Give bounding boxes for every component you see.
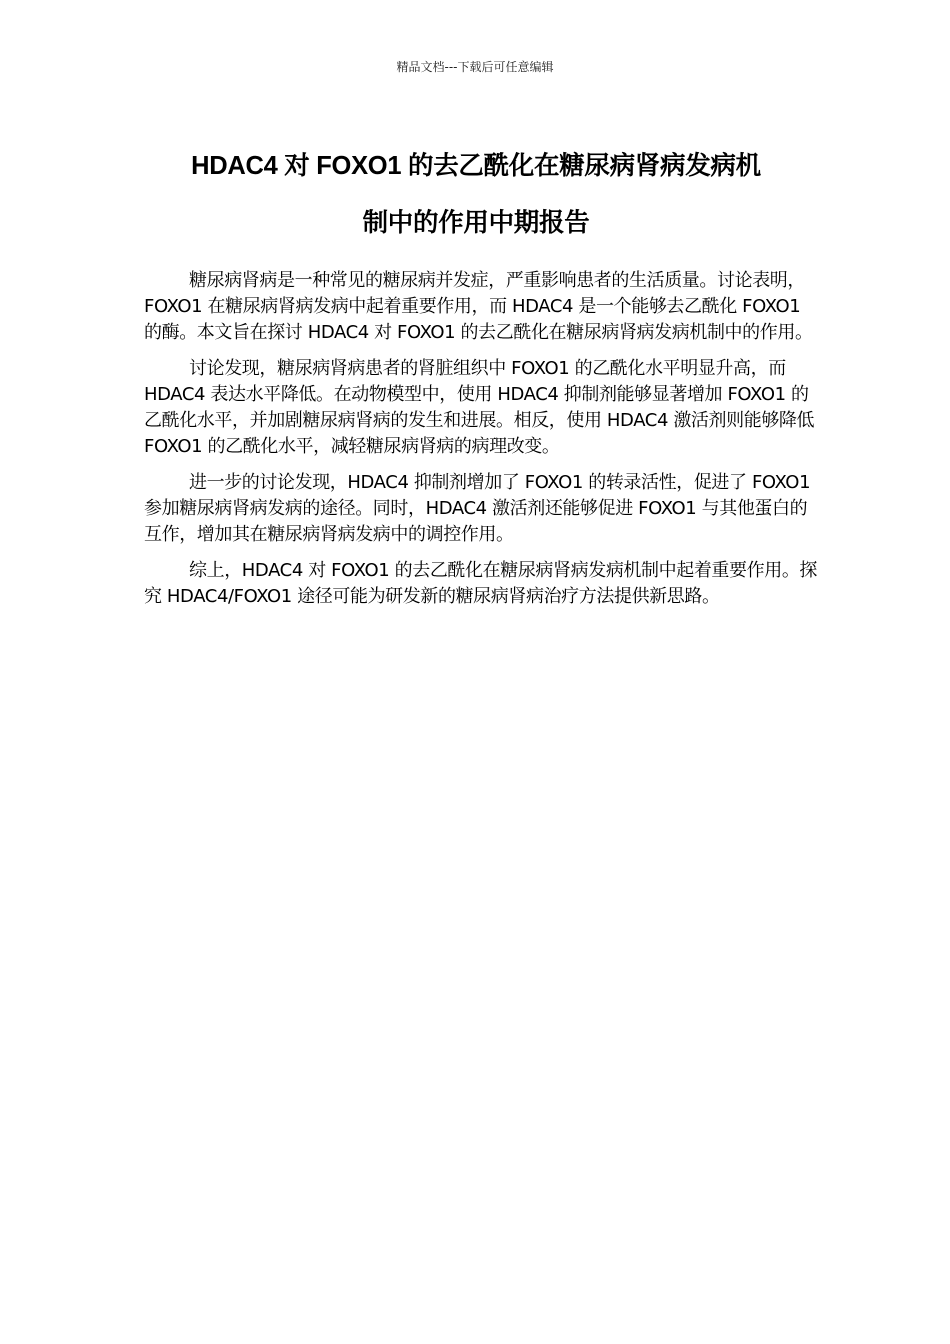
paragraph-intro: 糖尿病肾病是一种常见的糖尿病并发症，严重影响患者的生活质量。讨论表明，FOXO1 在糖尿病肾病发病中起着重要作用，而 HDAC4 是一个能够去乙酰化 FOXO1 的酶。本文旨在探讨 HDAC4 对 FOXO1 的去乙酰化在糖尿病肾病发病机制中的作用。 xyxy=(144,270,813,343)
page-header-note: 精品文档---下载后可任意编辑 xyxy=(396,60,554,74)
paragraph-further-findings: 进一步的讨论发现，HDAC4 抑制剂增加了 FOXO1 的转录活性，促进了 FOXO1 参加糖尿病肾病发病的途径。同时，HDAC4 激活剂还能够促进 FOXO1 与其他蛋白的互作，增加其在糖尿病肾病发病中的调控作用。 xyxy=(144,472,811,545)
document-title xyxy=(140,138,812,252)
document-title-line-1: HDAC4 对 FOXO1 的去乙酰化在糖尿病肾病发病机 xyxy=(191,152,761,180)
paragraph-findings: 讨论发现，糖尿病肾病患者的肾脏组织中 FOXO1 的乙酰化水平明显升高，而 HDAC4 表达水平降低。在动物模型中，使用 HDAC4 抑制剂能够显著增加 FOXO1 的乙酰化水平，并加剧糖尿病肾病的发生和进展。相反，使用 HDAC4 激活剂则能够降低 FOXO1 的乙酰化水平，减轻糖尿病肾病的病理改变。 xyxy=(144,358,815,457)
document-title-line-2: 制中的作用中期报告 xyxy=(362,209,590,237)
document-body xyxy=(144,268,820,620)
paragraph-conclusion: 综上，HDAC4 对 FOXO1 的去乙酰化在糖尿病肾病发病机制中起着重要作用。探究 HDAC4/FOXO1 途径可能为研发新的糖尿病肾病治疗方法提供新思路。 xyxy=(144,560,818,607)
